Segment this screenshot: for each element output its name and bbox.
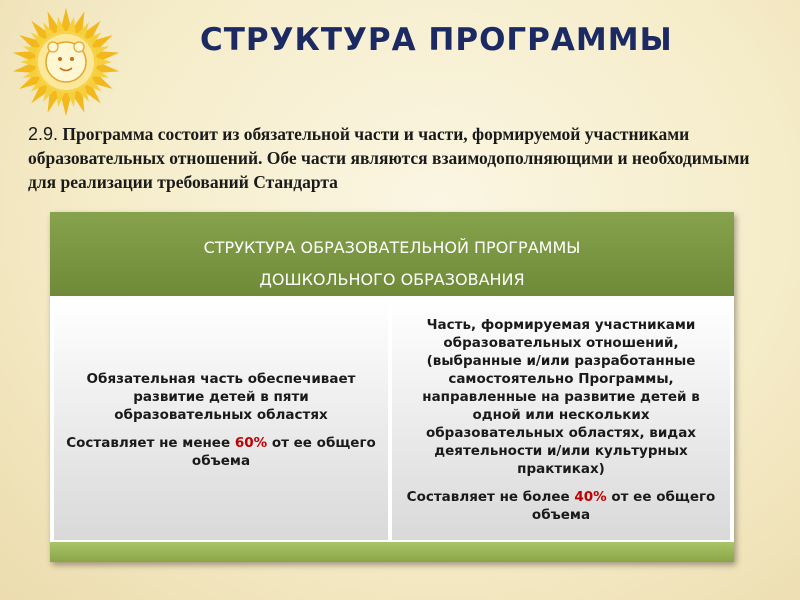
- page-title: СТРУКТУРА ПРОГРАММЫ: [200, 22, 673, 58]
- mandatory-percent: 60%: [234, 435, 268, 451]
- mandatory-part-text: Обязательная часть обеспечивает развитие детей в пяти образовательных областях: [86, 371, 356, 423]
- table-header: [50, 212, 734, 296]
- variable-part-cell: [392, 300, 730, 540]
- table-header-line2: ДОШКОЛЬНОГО ОБРАЗОВАНИЯ: [259, 270, 525, 289]
- volume-suffix: от ее общего объема: [191, 435, 376, 469]
- intro-paragraph: [28, 122, 768, 194]
- sun-logo: [10, 6, 122, 118]
- table-header-line1: СТРУКТУРА ОБРАЗОВАТЕЛЬНОЙ ПРОГРАММЫ: [203, 238, 581, 257]
- variable-part-text: Часть, формируемая участниками образовательных отношений, (выбранные и/или разработанные самостоятельно Программы, направленные на развитие детей в одной или нескольких образовательных областях, видах деятельности и/или культурных практиках): [422, 317, 700, 477]
- volume-prefix: Составляет не менее: [66, 435, 235, 451]
- clause-number: 2.9.: [28, 124, 59, 144]
- variable-part-volume: [402, 488, 720, 524]
- table-footer-bar: [50, 542, 734, 562]
- structure-table: [50, 212, 734, 562]
- volume-suffix: от ее общего объема: [531, 489, 716, 523]
- mandatory-part-cell: [54, 300, 388, 540]
- volume-prefix: Составляет не более: [406, 489, 575, 505]
- intro-text: Программа состоит из обязательной части и части, формируемой участниками образовательных отношений. Обе части являются взаимодополняющими и необходимыми для реализации требований Стандарта: [28, 124, 750, 192]
- variable-percent: 40%: [574, 489, 607, 505]
- mandatory-part-volume: [64, 434, 378, 470]
